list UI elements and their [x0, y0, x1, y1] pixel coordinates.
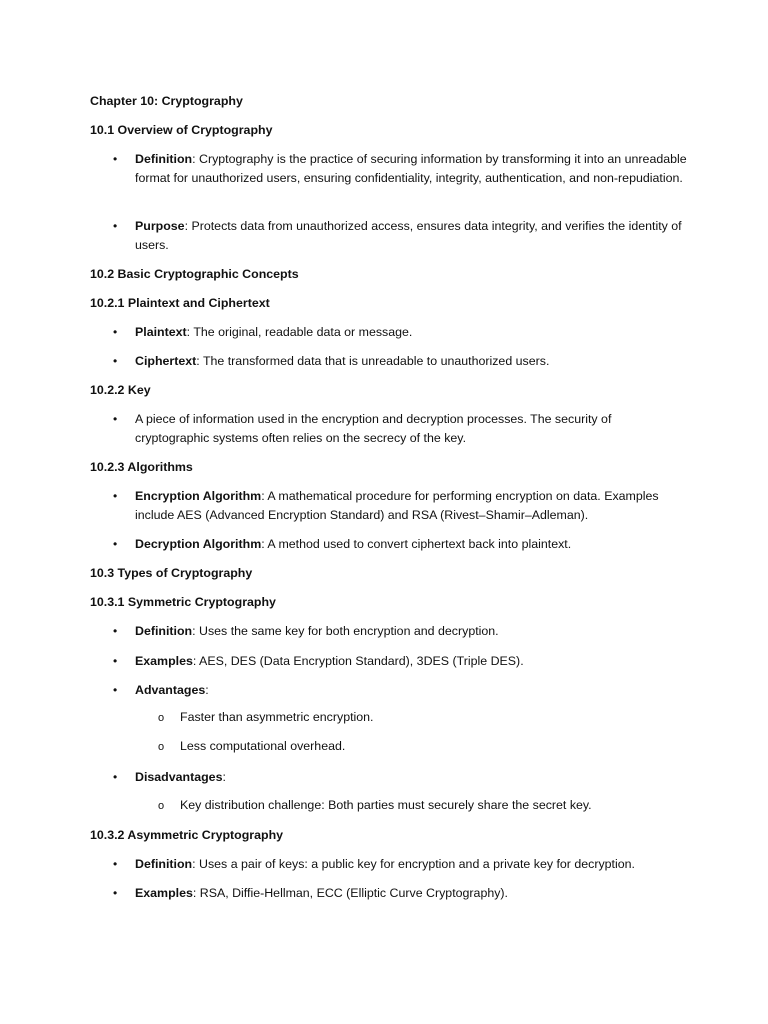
bullet-icon: •	[113, 683, 118, 697]
term: Definition	[135, 152, 193, 166]
term: Decryption Algorithm	[135, 537, 262, 551]
list-item-definition	[135, 622, 695, 641]
term: Definition	[135, 624, 193, 638]
sub-list-item: Faster than asymmetric encryption.	[180, 710, 374, 724]
description: : The transformed data that is unreadable to unauthorized users.	[196, 354, 550, 368]
description: : Cryptography is the practice of securing information by transforming it into an unreadable format for unauthorized users, ensuring confidentiality, integrity, authentication, and non-repudiation.	[135, 152, 687, 185]
bullet-icon: •	[113, 537, 118, 551]
description: : The original, readable data or message.	[186, 325, 413, 339]
description: : A method used to convert ciphertext back into plaintext.	[261, 537, 572, 551]
bullet-icon: •	[113, 624, 118, 638]
description: : A mathematical procedure for performing encryption on data. Examples include AES (Advanced Encryption Standard) and RSA (Rivest–Shamir–Adleman).	[135, 489, 659, 522]
list-item-purpose	[135, 217, 695, 255]
description: : Uses a pair of keys: a public key for encryption and a private key for decryption.	[192, 857, 635, 871]
list-item-definition	[135, 855, 695, 874]
sub-list-item: Key distribution challenge: Both parties must securely share the secret key.	[180, 798, 592, 812]
description: : Protects data from unauthorized access, ensures data integrity, and verifies the identity of users.	[135, 219, 682, 252]
list-item-definition	[135, 150, 695, 188]
term: Purpose	[135, 219, 185, 233]
bullet-icon: •	[113, 654, 118, 668]
list-item-advantages	[135, 681, 695, 700]
bullet-icon: •	[113, 770, 118, 784]
term: Disadvantages	[135, 770, 223, 784]
list-item-plaintext	[135, 323, 695, 342]
term: Ciphertext	[135, 354, 197, 368]
bullet-icon: •	[113, 354, 118, 368]
term: Encryption Algorithm	[135, 489, 262, 503]
sub-bullet-icon: o	[158, 800, 165, 812]
sub-bullet-icon: o	[158, 741, 165, 753]
subsection-heading-10-2-2: 10.2.2 Key	[90, 383, 151, 397]
bullet-icon: •	[113, 489, 118, 503]
list-item-examples	[135, 884, 695, 903]
term: Definition	[135, 857, 193, 871]
term: Advantages	[135, 683, 206, 697]
bullet-icon: •	[113, 412, 118, 426]
list-item-key: A piece of information used in the encryption and decryption processes. The security of cryptographic systems often relies on the secrecy of the key.	[135, 412, 612, 445]
sub-list-item: Less computational overhead.	[180, 739, 346, 753]
sub-bullet-icon: o	[158, 712, 165, 724]
description: : RSA, Diffie-Hellman, ECC (Elliptic Curve Cryptography).	[192, 886, 508, 900]
bullet-icon: •	[113, 219, 118, 233]
term: Examples	[135, 886, 193, 900]
section-heading-10-2: 10.2 Basic Cryptographic Concepts	[90, 267, 299, 281]
list-item-examples	[135, 652, 695, 671]
bullet-icon: •	[113, 152, 118, 166]
list-item-decryption-algorithm	[135, 535, 695, 554]
bullet-icon: •	[113, 857, 118, 871]
subsection-heading-10-3-1: 10.3.1 Symmetric Cryptography	[90, 595, 276, 609]
bullet-icon: •	[113, 325, 118, 339]
list-item-ciphertext	[135, 352, 695, 371]
description: : Uses the same key for both encryption and decryption.	[192, 624, 499, 638]
subsection-heading-10-2-1: 10.2.1 Plaintext and Ciphertext	[90, 296, 270, 310]
list-item-disadvantages	[135, 768, 695, 787]
description: :	[205, 683, 209, 697]
description: :	[222, 770, 226, 784]
list-item-encryption-algorithm	[135, 487, 680, 525]
subsection-heading-10-3-2: 10.3.2 Asymmetric Cryptography	[90, 828, 284, 842]
subsection-heading-10-2-3: 10.2.3 Algorithms	[90, 460, 193, 474]
description: : AES, DES (Data Encryption Standard), 3DES (Triple DES).	[192, 654, 524, 668]
section-heading-10-3: 10.3 Types of Cryptography	[90, 566, 253, 580]
section-heading-10-1: 10.1 Overview of Cryptography	[90, 123, 273, 137]
chapter-title: Chapter 10: Cryptography	[90, 94, 243, 108]
term: Examples	[135, 654, 193, 668]
bullet-icon: •	[113, 886, 118, 900]
term: Plaintext	[135, 325, 187, 339]
